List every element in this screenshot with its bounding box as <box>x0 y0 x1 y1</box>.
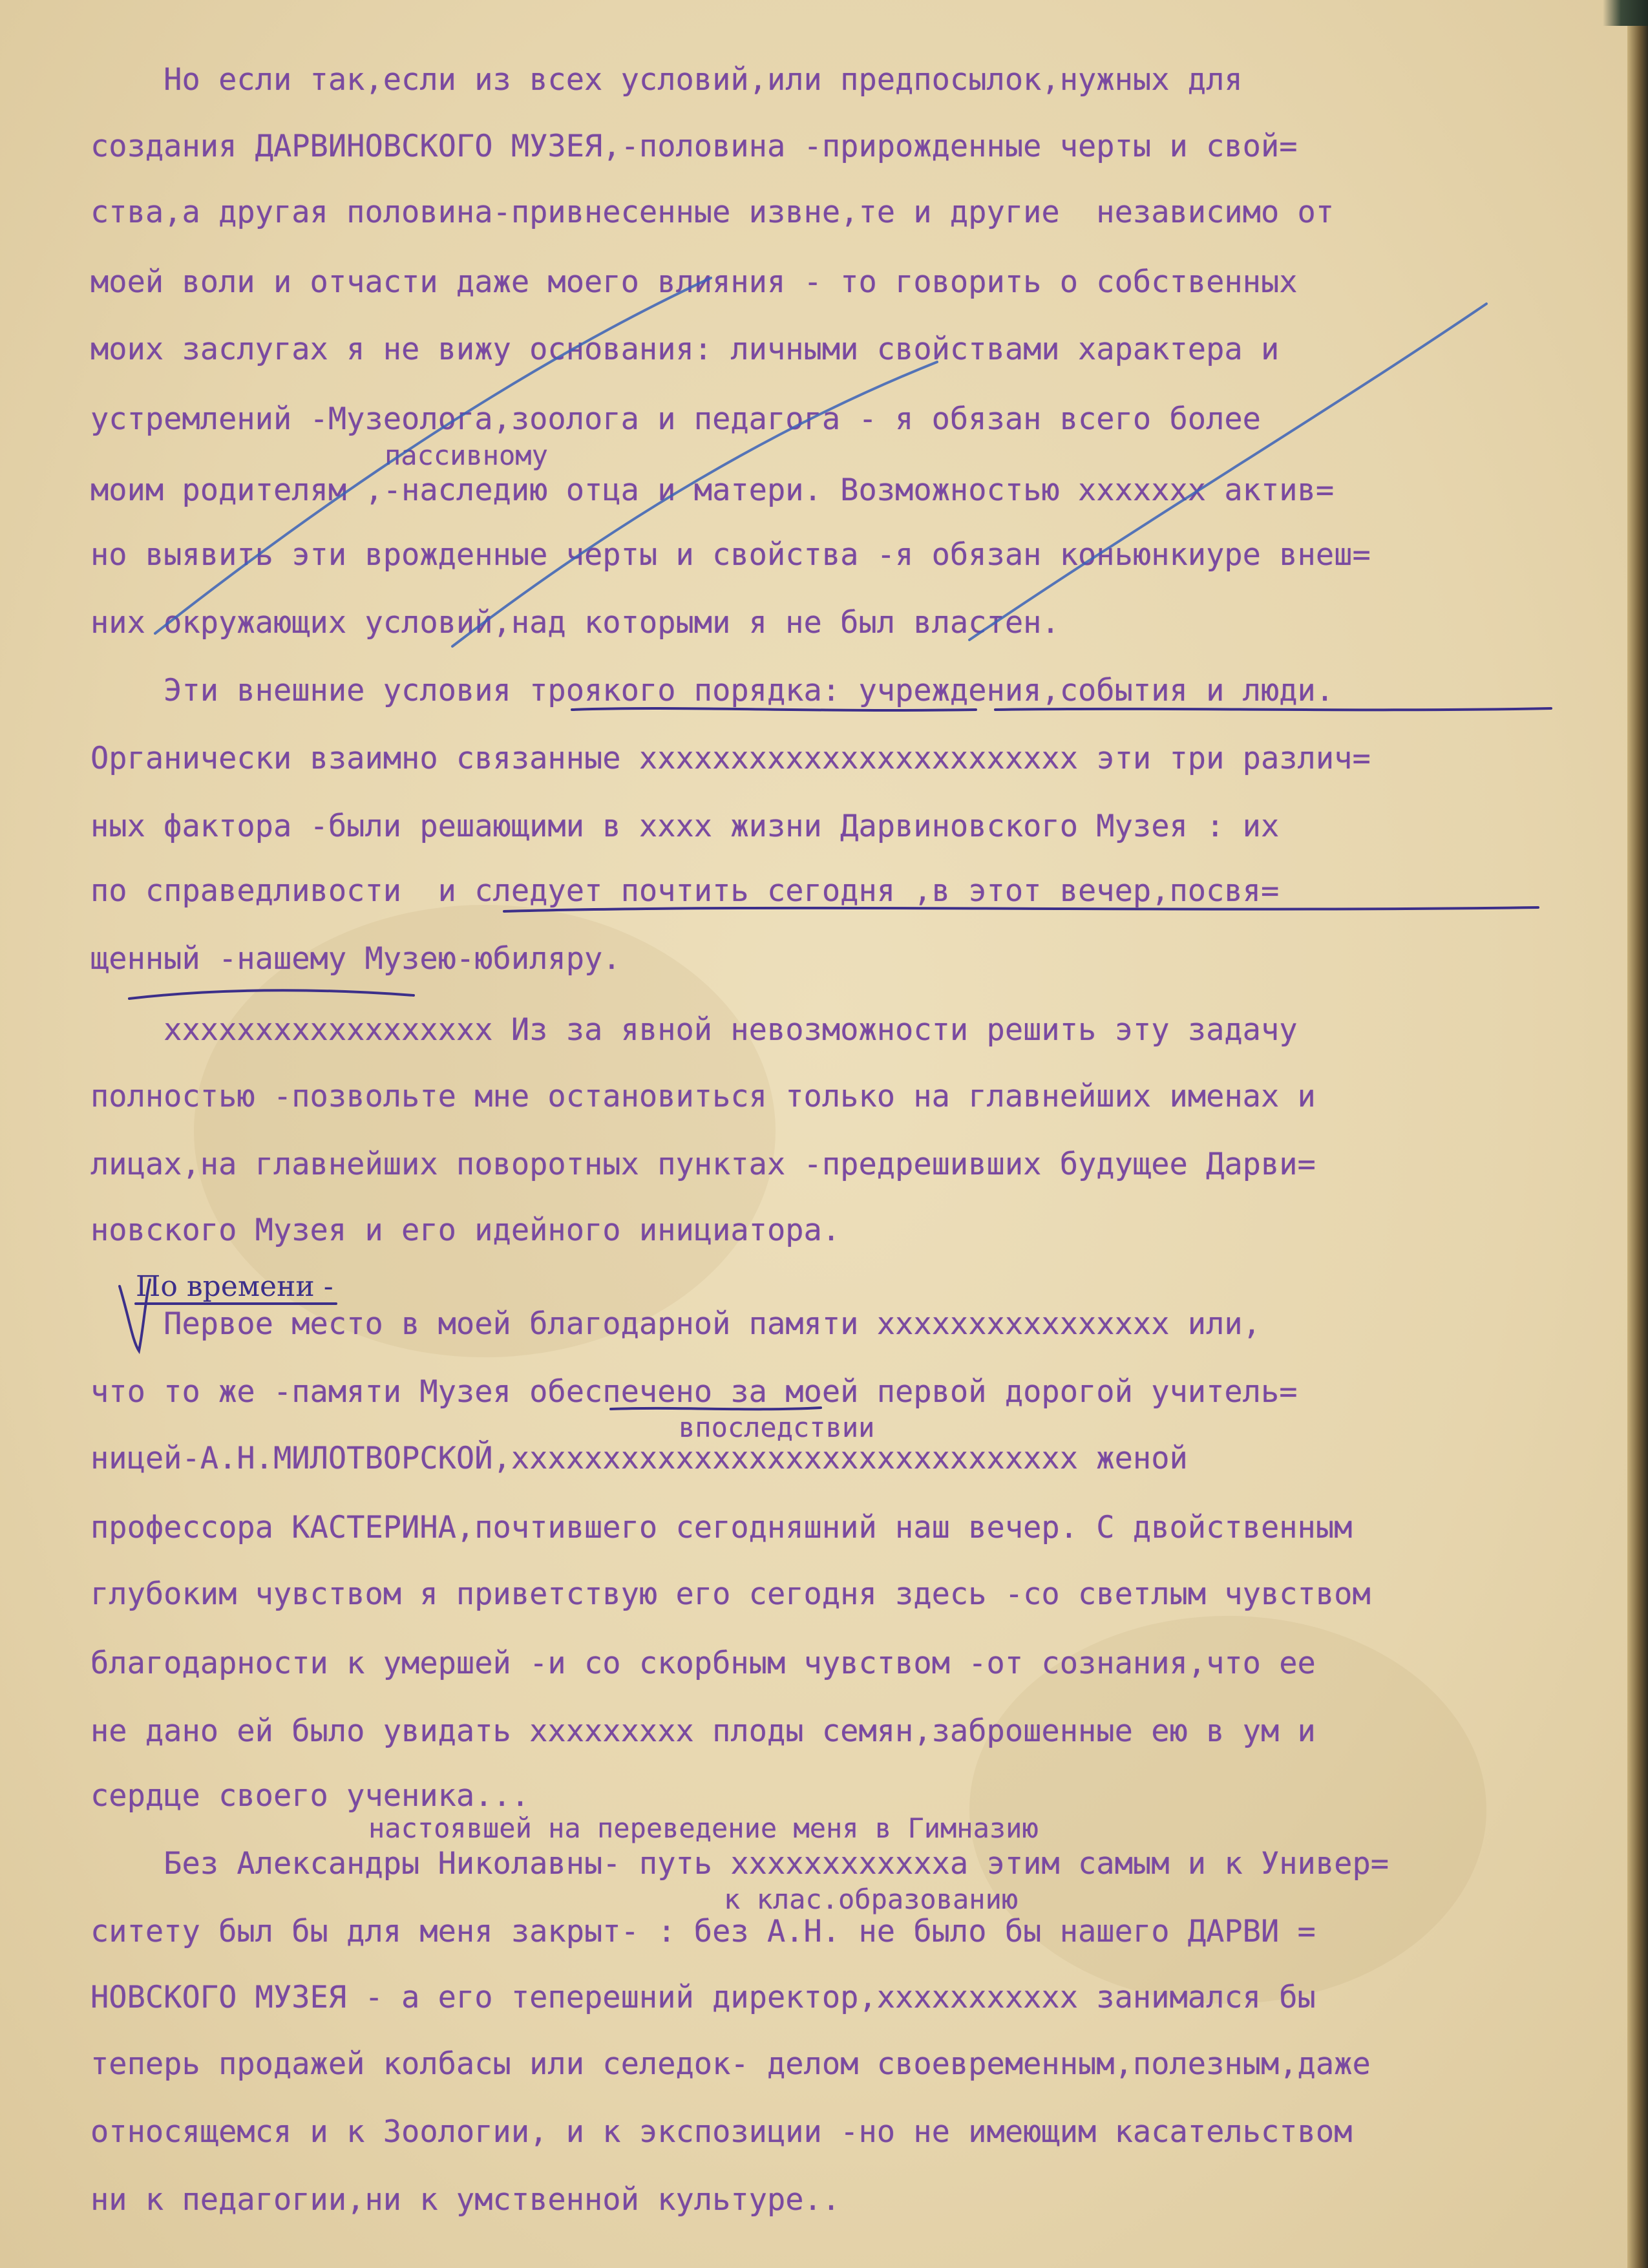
underline-uchrezhdeniya <box>995 708 1551 710</box>
text-line-24: благодарности к умершей -и со скорбным чувством -от сознания,что ее <box>90 1646 1316 1681</box>
inserted-word-passive: пассивному <box>385 440 548 471</box>
inserted-word-later: впоследствии <box>679 1412 875 1443</box>
text-line-31: относящемся и к Зоологии, и к экспозиции -но не имеющим касательством <box>90 2114 1353 2150</box>
checkmark-margin <box>120 1280 150 1351</box>
text-line-14: щенный -нашему Музею-юбиляру. <box>90 941 621 977</box>
text-line-32: ни к педагогии,ни к умственной культуре.. <box>90 2182 841 2218</box>
text-line-28: ситету был бы для меня закрыт- : без А.Н. не было бы нашего ДАРВИ = <box>90 1914 1316 1949</box>
text-line-4: моей воли и отчасти даже моего влияния - то говорить о собственных <box>90 264 1298 300</box>
text-line-30: теперь продажей колбасы или селедок- делом своевременным,полезным,даже <box>90 2046 1371 2082</box>
pen-slash-3 <box>969 304 1486 640</box>
underline-pochtit <box>504 907 1538 911</box>
text-line-21: ницей-А.Н.МИЛОТВОРСКОЙ,ххххххххххххххххххххххххххххххх женой <box>90 1441 1188 1476</box>
underline-troyakogo <box>572 708 976 710</box>
pen-slash-2 <box>452 362 937 646</box>
text-line-15: хххххххххххххххххх Из за явной невозможности решить эту задачу <box>90 1012 1298 1048</box>
text-line-17: лицах,на главнейших поворотных пунктах -предрешивших будущее Дарви= <box>90 1147 1316 1182</box>
text-line-1: Но если так,если из всех условий,или предпосылок,нужных для <box>90 62 1243 98</box>
text-line-19: Первое место в моей благодарной памяти хххххххххххххххх или, <box>90 1306 1261 1342</box>
inserted-phrase-gymnasium: настоявшей на переведение меня в Гимназию <box>368 1812 1039 1844</box>
bracket-mark <box>129 990 414 999</box>
text-line-8: но выявить эти врожденные черты и свойства -я обязан коньюнкиуре внеш= <box>90 537 1371 573</box>
text-line-22: профессора КАСТЕРИНА,почтившего сегодняшний наш вечер. С двойственным <box>90 1510 1353 1545</box>
text-line-10: Эти внешние условия троякого порядка: учреждения,события и люди. <box>90 673 1335 708</box>
handwritten-note: По времени - <box>136 1270 333 1303</box>
text-line-2: создания ДАРВИНОВСКОГО МУЗЕЯ,-половина -прирожденные черты и свой= <box>90 129 1298 164</box>
inserted-phrase-education: к клас.образованию <box>724 1883 1019 1915</box>
text-line-12: ных фактора -были решающими в хххх жизни Дарвиновского Музея : их <box>90 809 1280 844</box>
text-line-13: по справедливости и следует почтить сегодня ,в этот вечер,посвя= <box>90 873 1280 909</box>
text-line-5: моих заслугах я не вижу основания: личными свойствами характера и <box>90 332 1280 367</box>
pen-slash-1 <box>155 278 711 633</box>
text-line-20: что то же -памяти Музея обеспечено за моей первой дорогой учитель= <box>90 1374 1298 1410</box>
text-line-7: моим родителям ,-наследию отца и матери. Возможностью ххххххх актив= <box>90 472 1335 508</box>
text-line-29: НОВСКОГО МУЗЕЯ - а его теперешний директор,ххххххххххх занимался бы <box>90 1980 1316 2015</box>
text-line-3: ства,а другая половина-привнесенные извне,те и другие независимо от <box>90 195 1335 230</box>
text-line-23: глубоким чувством я приветствую его сегодня здесь -со светлым чувством <box>90 1576 1371 1612</box>
text-line-25: не дано ей было увидать ххххххххх плоды семян,заброшенные ею в ум и <box>90 1713 1316 1749</box>
text-line-18: новского Музея и его идейного инициатора. <box>90 1213 841 1248</box>
text-line-6: устремлений -Музеолога,зоолога и педагога - я обязан всего более <box>90 401 1261 437</box>
text-line-26: сердце своего ученика... <box>90 1778 530 1814</box>
text-line-27: Без Александры Николавны- путь хххххххххххха этим самым и к Универ= <box>90 1846 1389 1881</box>
text-line-9: них окружающих условий,над которыми я не был властен. <box>90 605 1060 641</box>
text-line-11: Органически взаимно связанные хххххххххххххххххххххххх эти три различ= <box>90 741 1371 776</box>
text-line-16: полностью -позвольте мне остановиться только на главнейших именах и <box>90 1079 1316 1114</box>
underline-obespecheno <box>611 1408 821 1409</box>
